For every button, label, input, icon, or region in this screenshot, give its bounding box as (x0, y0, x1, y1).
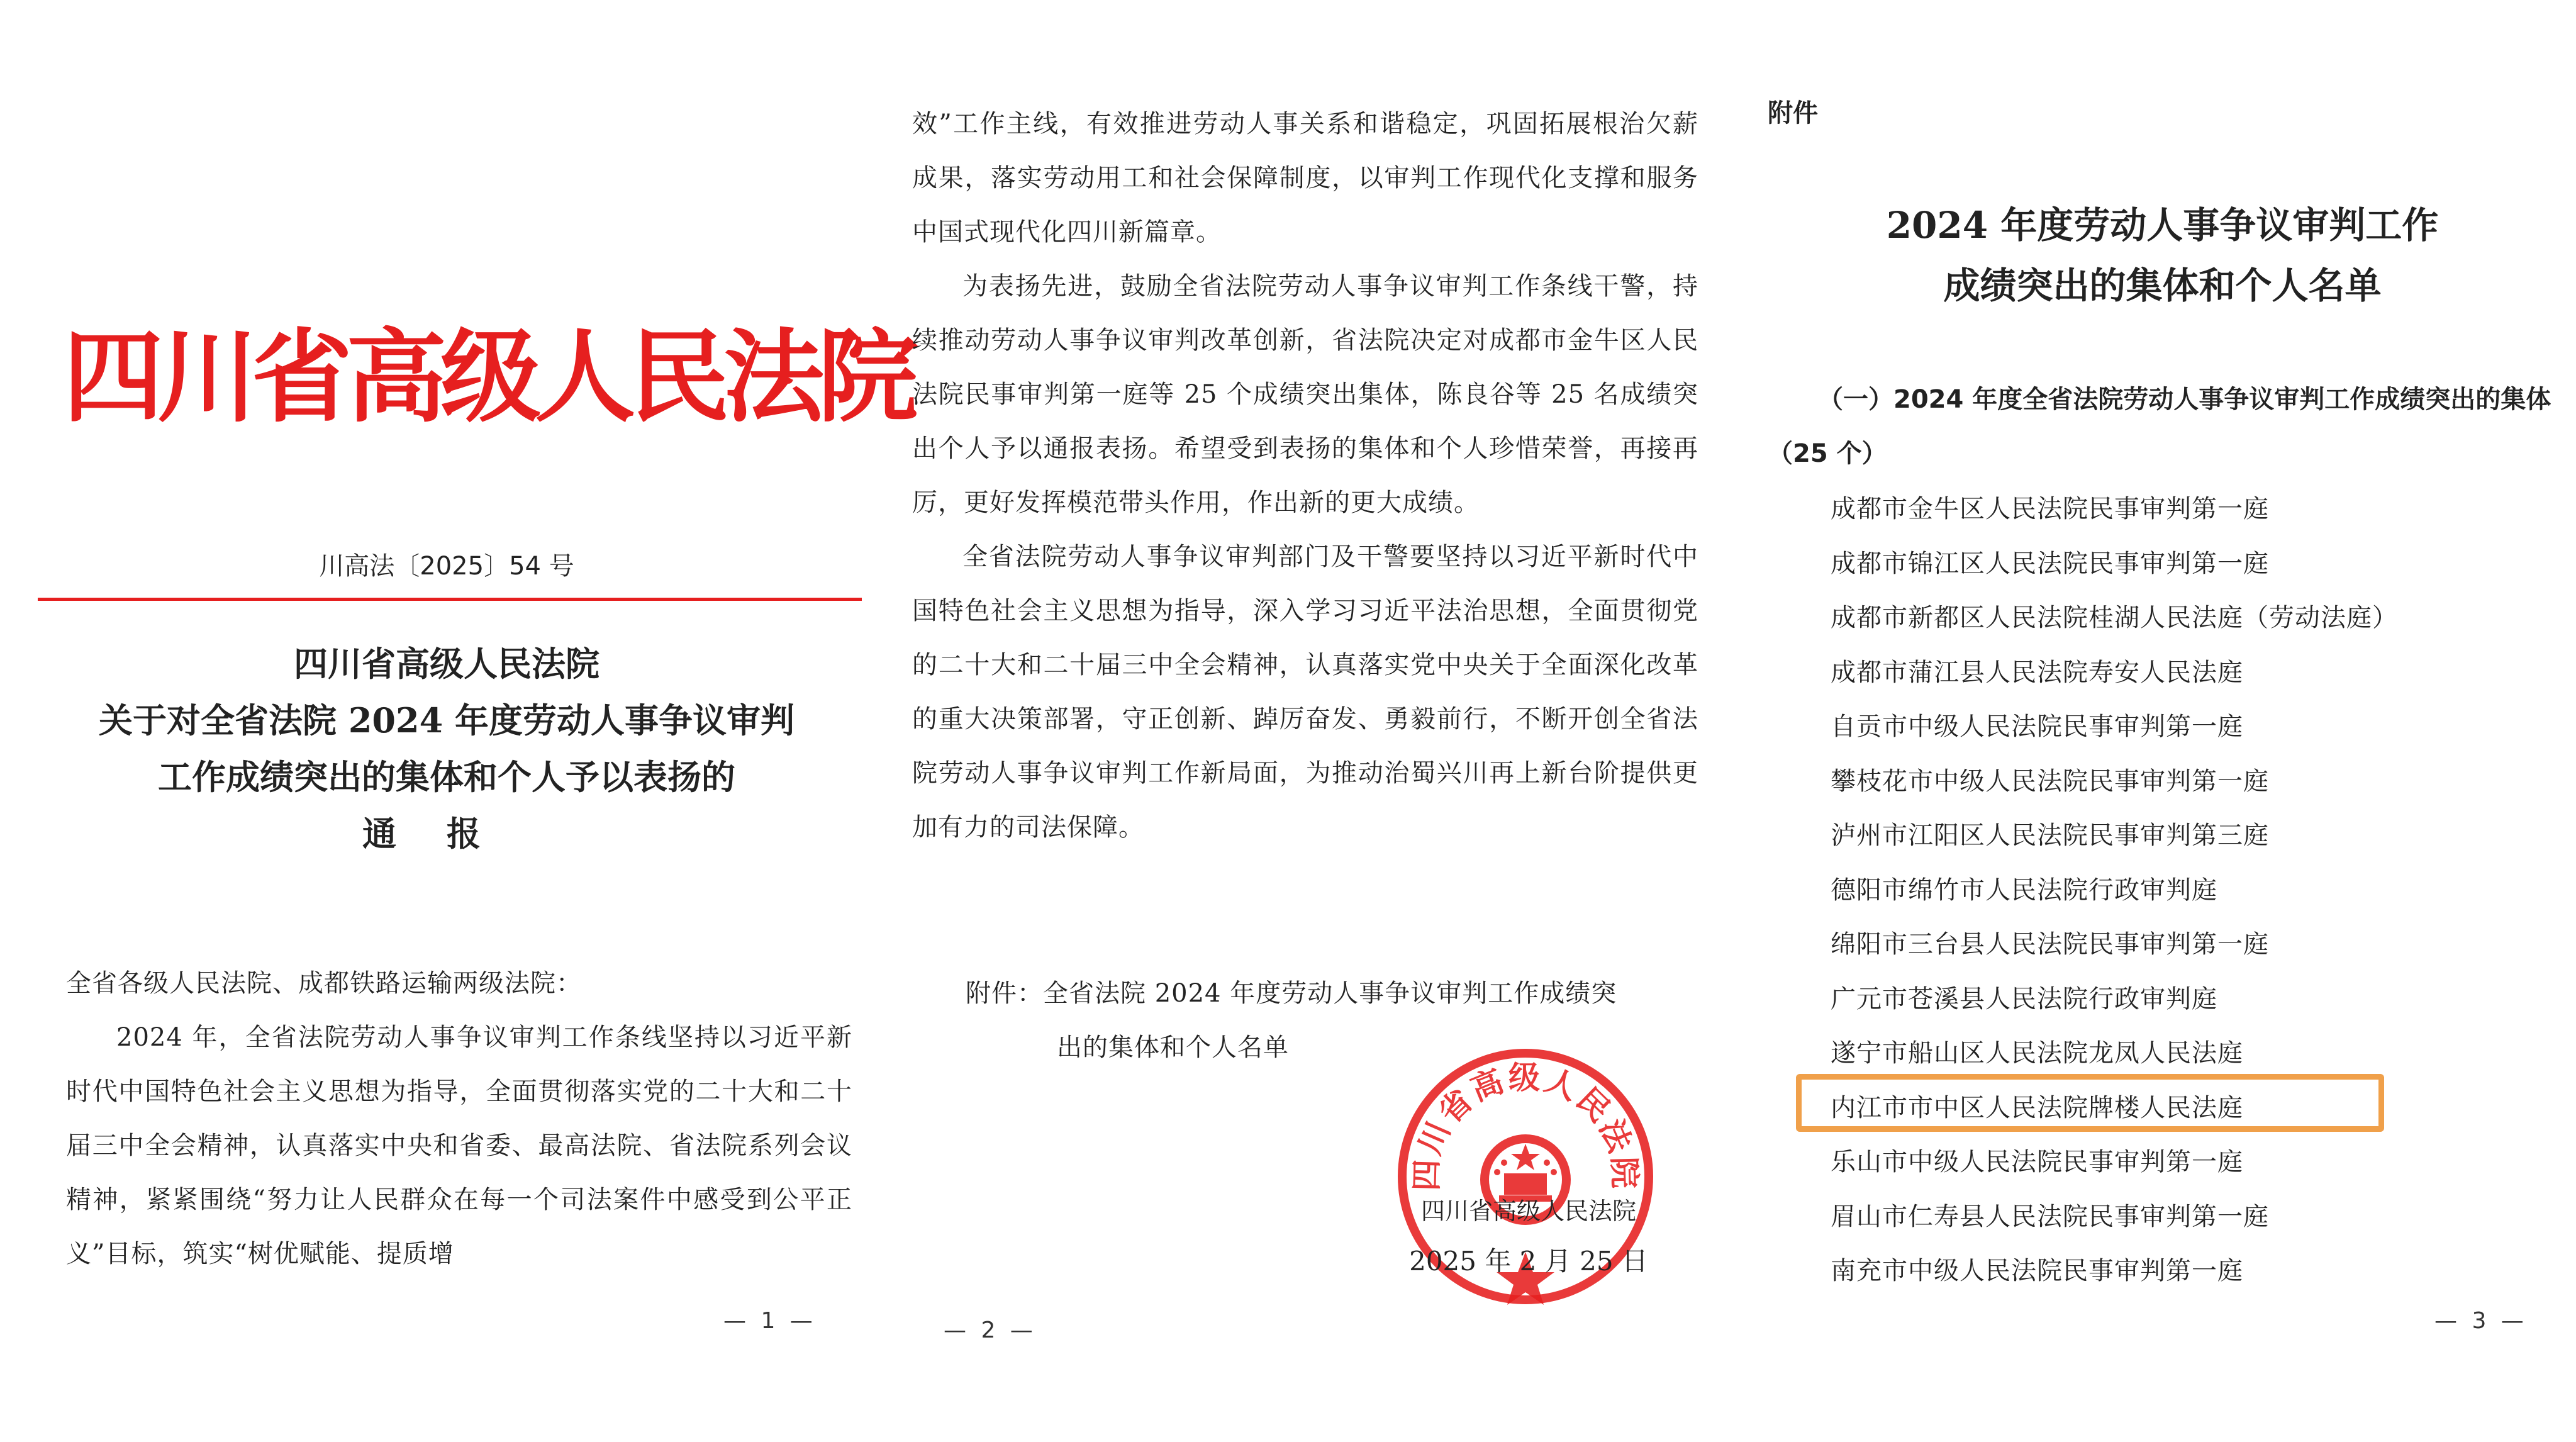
attachment-label: 附件：全省法院 2024 年度劳动人事争议审判工作成绩突 (966, 979, 1617, 1008)
section-heading: （一）2024 年度全省法院劳动人事争议审判工作成绩突出的集体（25 个） (1768, 385, 2551, 468)
list-item: 自贡市中级人民法院民事审判第一庭 (1831, 712, 2243, 741)
list-item: 成都市锦江区人民法院民事审判第一庭 (1831, 549, 2269, 578)
unit-list (1831, 482, 2398, 1299)
seal-text: 四川省高级人民法院 (1408, 1059, 1643, 1192)
list-item: 泸州市江阳区人民法院民事审判第三庭 (1831, 821, 2269, 850)
page-number-3: — 3 — (2434, 1308, 2528, 1334)
attachment-tag: 附件 (1768, 99, 1818, 128)
page-2-body (912, 97, 1698, 854)
list-item: 乐山市中级人民法院民事审判第一庭 (1831, 1148, 2243, 1177)
page-1 (0, 0, 913, 1442)
list-item: 广元市苍溪县人民法院行政审判庭 (1831, 984, 2217, 1014)
list-item: 德阳市绵竹市人民法院行政审判庭 (1831, 875, 2217, 905)
list-item: 遂宁市船山区人民法院龙凤人民法庭 (1831, 1039, 2243, 1068)
red-divider (38, 598, 862, 601)
list-item: 南充市中级人民法院民事审判第一庭 (1831, 1256, 2243, 1285)
page-2 (874, 0, 1749, 1442)
notice-title-line-1: 四川省高级人民法院 (294, 644, 599, 684)
sign-date: 2025 年 2 月 25 日 (1409, 1246, 1648, 1277)
list-item: 绵阳市三台县人民法院民事审判第一庭 (1831, 930, 2269, 959)
list-item: 成都市蒲江县人民法院寿安人民法庭 (1831, 657, 2243, 687)
page-1-body (66, 956, 852, 1281)
paragraph-3: 全省法院劳动人事争议审判部门及干警要坚持以习近平新时代中国特色社会主义思想为指导，深入学习习近平法治思想，全面贯彻党的二十大和二十届三中全会精神，认真落实党中央关于全面深化改革的重大决策部署，守正创新、踔厉奋发、勇毅前行，不断开创全省法院劳动人事争议审判工作新局面，为推动治蜀兴川再上新台阶提供更加有力的司法保障。 (912, 542, 1698, 842)
page-3 (1749, 0, 2576, 1442)
page-number-2: — 2 — (944, 1317, 1037, 1343)
notice-title-line-2: 关于对全省法院 2024 年度劳动人事争议审判 (99, 700, 795, 741)
highlight-box (1796, 1074, 2384, 1132)
court-masthead: 四川省高级人民法院 (63, 318, 913, 436)
list-item: 攀枝花市中级人民法院民事审判第一庭 (1831, 766, 2269, 796)
list-item: 成都市新都区人民法院桂湖人民法庭（劳动法庭） (1831, 603, 2398, 632)
page-number-1: — 1 — (723, 1308, 817, 1334)
paragraph-1-continued: 效”工作主线，有效推进劳动人事关系和谐稳定，巩固拓展根治欠薪成果，落实劳动用工和社会保障制度，以审判工作现代化支撑和服务中国式现代化四川新篇章。 (912, 109, 1698, 247)
notice-title-line-3: 工作成绩突出的集体和个人予以表扬的 (158, 757, 735, 797)
notice-title-line-4: 通报 (362, 813, 531, 854)
signer: 四川省高级人民法院 (1420, 1197, 1636, 1225)
list-item: 成都市金牛区人民法院民事审判第一庭 (1831, 495, 2269, 523)
notice-title (38, 635, 856, 862)
list-title-line-2: 成绩突出的集体和个人名单 (1943, 264, 2382, 307)
list-title-line-1: 2024 年度劳动人事争议审判工作 (1886, 204, 2439, 247)
list-item: 眉山市仁寿县人民法院民事审判第一庭 (1831, 1202, 2269, 1231)
attachment-label-continued: 出的集体和个人名单 (1057, 1033, 1289, 1062)
document-number: 川高法〔2025〕54 号 (319, 552, 574, 581)
list-title (1749, 195, 2576, 316)
paragraph-2: 为表扬先进，鼓励全省法院劳动人事争议审判工作条线干警，持续推动劳动人事争议审判改革创新，省法院决定对成都市金牛区人民法院民事审判第一庭等 25 个成绩突出集体，陈良谷等 25 名成绩突出个人予以通报表扬。希望受到表扬的集体和个人珍惜荣誉，再接再厉，更好发挥模范带头作用，作出新的更大成绩。 (912, 272, 1698, 517)
salutation: 全省各级人民法院、成都铁路运输两级法院： (66, 969, 582, 998)
list-item-highlighted: 内江市市中区人民法院牌楼人民法庭 (1831, 1093, 2243, 1122)
paragraph-1: 2024 年，全省法院劳动人事争议审判工作条线坚持以习近平新时代中国特色社会主义思想为指导，全面贯彻落实党的二十大和二十届三中全会精神，认真落实中央和省委、最高法院、省法院系列会议精神，紧紧围绕“努力让人民群众在每一个司法案件中感受到公平正义”目标，筑实“树优赋能、提质增 (66, 1023, 852, 1268)
